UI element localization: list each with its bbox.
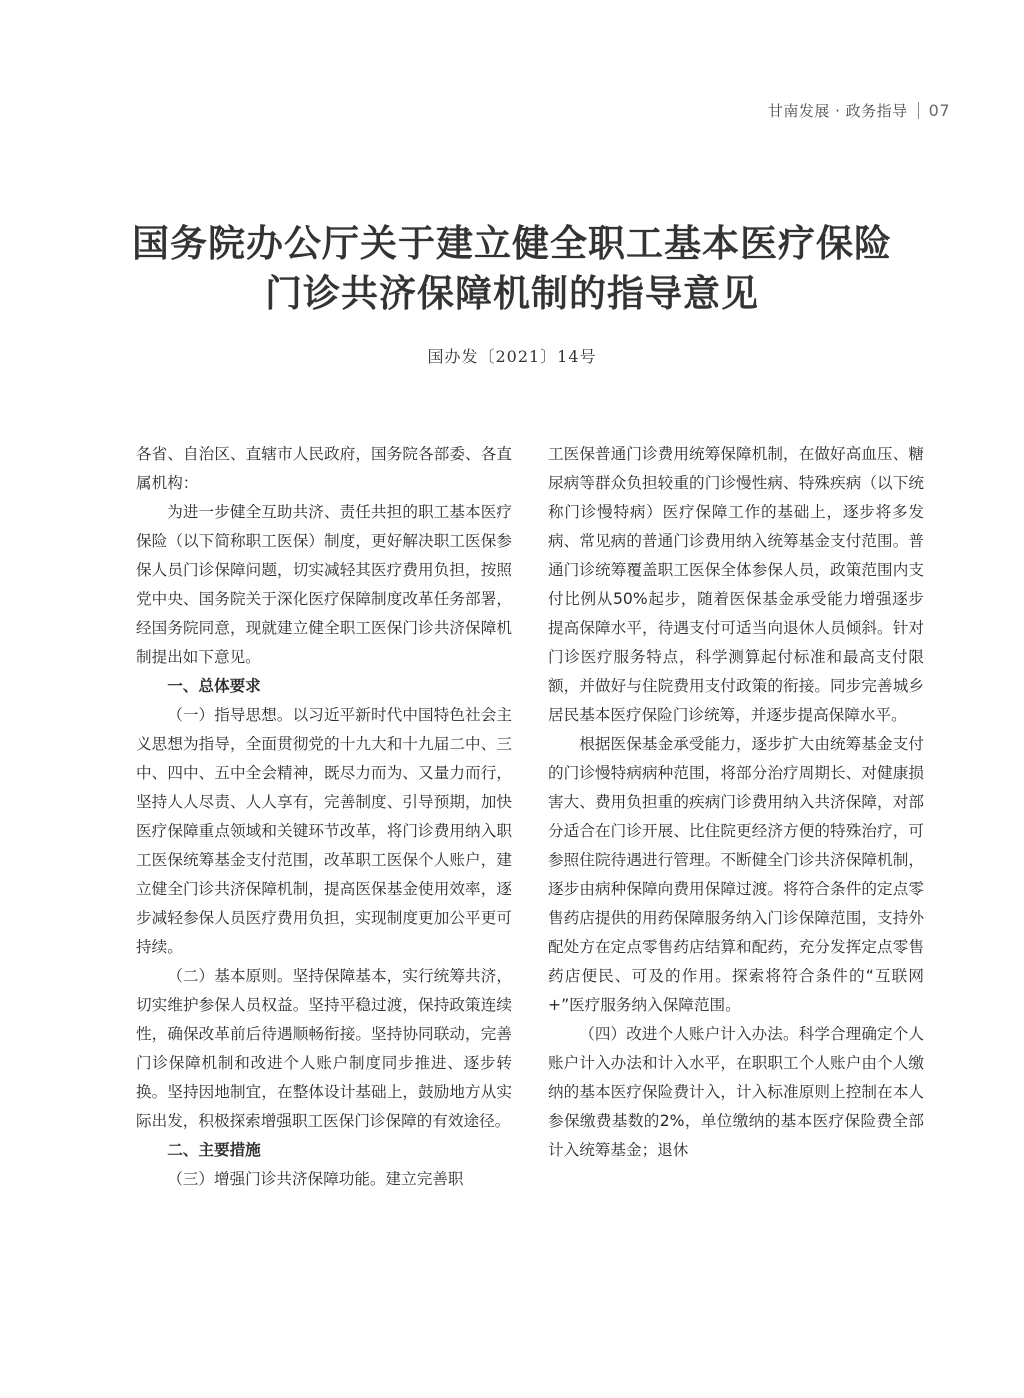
section-heading: 一、总体要求	[167, 677, 261, 695]
title-line-2: 门诊共济保障机制的指导意见	[265, 271, 759, 315]
section-heading: 二、主要措施	[167, 1141, 261, 1159]
paragraph: （二）基本原则。坚持保障基本，实行统筹共济，切实维护参保人员权益。坚持平稳过渡，保持政策连续性，确保改革前后待遇顺畅衔接。坚持协同联动，完善门诊保障机制和改进个人账户制度同步推进、逐步转换。坚持因地制宜，在整体设计基础上，鼓励地方从实际出发，积极探索增强职工医保门诊保障的有效途径。	[136, 967, 512, 1130]
paragraph: （四）改进个人账户计入办法。科学合理确定个人账户计入办法和计入水平，在职职工个人账户由个人缴纳的基本医疗保险费计入，计入标准原则上控制在本人参保缴费基数的2%，单位缴纳的基本医疗保险费全部计入统筹基金；退休	[548, 1025, 924, 1159]
document-number: 国办发〔2021〕14号	[427, 347, 597, 366]
salutation: 各省、自治区、直辖市人民政府，国务院各部委、各直属机构：	[136, 445, 512, 492]
paragraph: 为进一步健全互助共济、责任共担的职工基本医疗保险（以下简称职工医保）制度，更好解决职工医保参保人员门诊保障问题，切实减轻其医疗费用负担，按照党中央、国务院关于深化医疗保障制度改革任务部署，经国务院同意，现就建立健全职工医保门诊共济保障机制提出如下意见。	[136, 503, 512, 666]
paragraph: （三）增强门诊共济保障功能。建立完善职	[167, 1170, 464, 1188]
title-line-1: 国务院办公厅关于建立健全职工基本医疗保险	[132, 221, 892, 265]
right-column	[548, 440, 924, 1165]
page-number: 07	[928, 101, 950, 120]
journal-name: 甘南发展 · 政务指导	[767, 102, 908, 120]
left-column	[136, 440, 512, 1194]
paragraph-continued: 工医保普通门诊费用统筹保障机制，在做好高血压、糖尿病等群众负担较重的门诊慢性病、特殊疾病（以下统称门诊慢特病）医疗保障工作的基础上，逐步将多发病、常见病的普通门诊费用纳入统筹基金支付范围。普通门诊统筹覆盖职工医保全体参保人员，政策范围内支付比例从50%起步，随着医保基金承受能力增强逐步提高保障水平，待遇支付可适当向退休人员倾斜。针对门诊医疗服务特点，科学测算起付标准和最高支付限额，并做好与住院费用支付政策的衔接。同步完善城乡居民基本医疗保险门诊统筹，并逐步提高保障水平。	[548, 445, 924, 724]
paragraph: （一）指导思想。以习近平新时代中国特色社会主义思想为指导，全面贯彻党的十九大和十九届二中、三中、四中、五中全会精神，既尽力而为、又量力而行，坚持人人尽责、人人享有，完善制度、引导预期，加快医疗保障重点领域和关键环节改革，将门诊费用纳入职工医保统筹基金支付范围，改革职工医保个人账户，建立健全门诊共济保障机制，提高医保基金使用效率，逐步减轻参保人员医疗费用负担，实现制度更加公平更可持续。	[136, 706, 512, 956]
document-title	[0, 218, 1024, 318]
paragraph: 根据医保基金承受能力，逐步扩大由统筹基金支付的门诊慢特病病种范围，将部分治疗周期长、对健康损害大、费用负担重的疾病门诊费用纳入共济保障，对部分适合在门诊开展、比住院更经济方便的特殊治疗，可参照住院待遇进行管理。不断健全门诊共济保障机制，逐步由病种保障向费用保障过渡。将符合条件的定点零售药店提供的用药保障服务纳入门诊保障范围，支持外配处方在定点零售药店结算和配药，充分发挥定点零售药店便民、可及的作用。探索将符合条件的“互联网+”医疗服务纳入保障范围。	[548, 735, 924, 1014]
running-header	[768, 100, 950, 121]
header-divider	[918, 102, 919, 119]
